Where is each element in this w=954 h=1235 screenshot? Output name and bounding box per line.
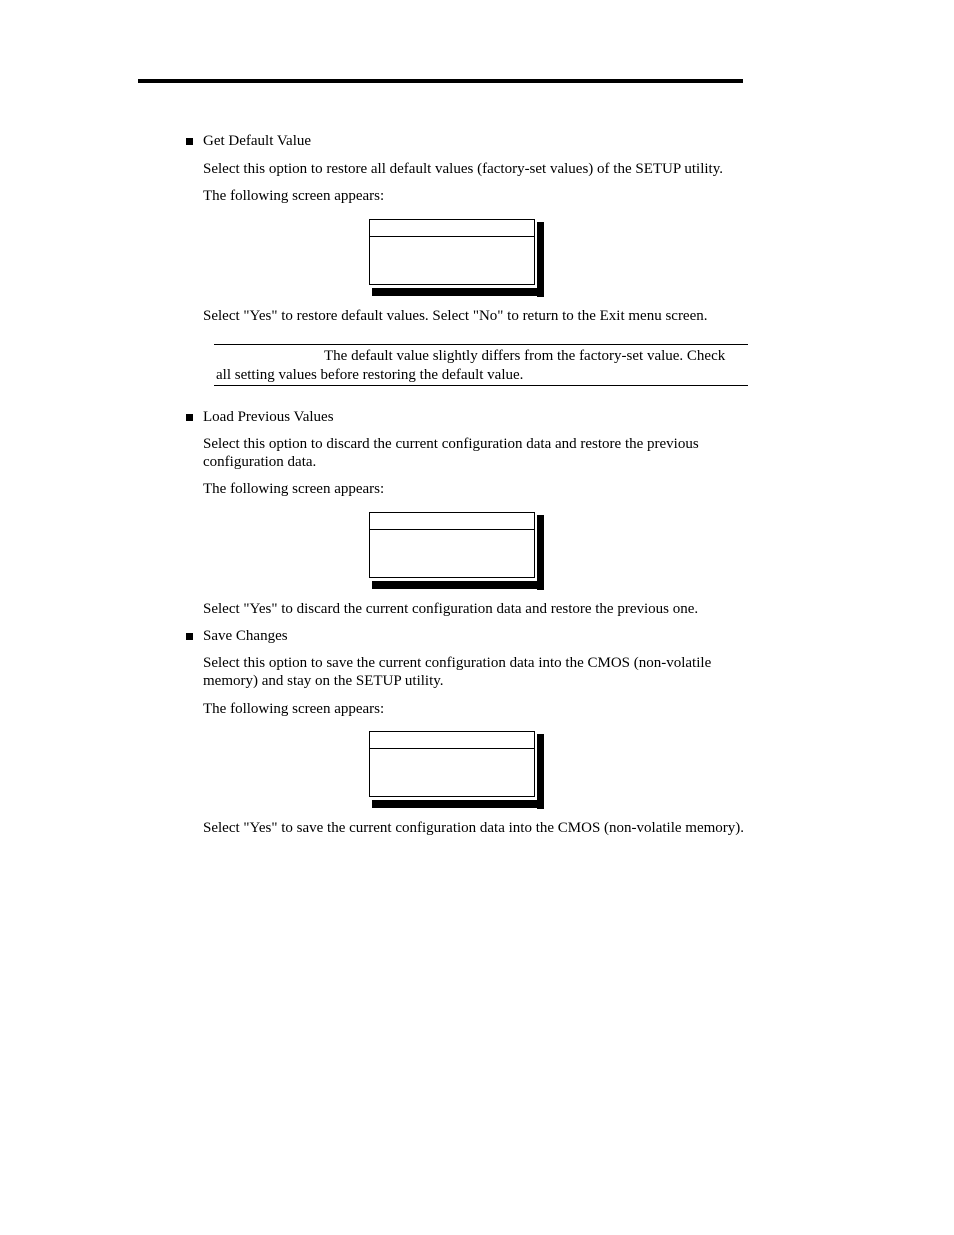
bullet-icon [186, 414, 193, 421]
dialog-box [369, 731, 535, 797]
dialog-shadow [372, 800, 544, 808]
dialog-title-bar [370, 748, 534, 749]
dialog-illustration-load-previous [369, 512, 535, 578]
section-heading-load-previous: Load Previous Values [203, 409, 334, 425]
dialog-shadow [537, 222, 544, 297]
screen-intro-save-changes: The following screen appears: [203, 701, 385, 717]
dialog-shadow [372, 581, 544, 589]
section-heading-save-changes: Save Changes [203, 628, 288, 644]
section-description-get-default: Select this option to restore all default values (factory-set values) of the SETUP utility. [203, 161, 724, 177]
note-line-2: all setting values before restoring the default value. [216, 367, 524, 383]
dialog-title-bar [370, 529, 534, 530]
bullet-icon [186, 138, 193, 145]
section-heading-get-default: Get Default Value [203, 133, 312, 149]
section-description-save-changes-2: memory) and stay on the SETUP utility. [203, 673, 444, 689]
after-text-save-changes: Select "Yes" to save the current configuration data into the CMOS (non-volatile memory). [203, 820, 745, 836]
section-description-save-changes-1: Select this option to save the current configuration data into the CMOS (non-volatile [203, 655, 712, 671]
bullet-icon [186, 633, 193, 640]
section-description-load-previous-1: Select this option to discard the current configuration data and restore the previous [203, 436, 699, 452]
dialog-illustration-get-default [369, 219, 535, 285]
screen-intro-load-previous: The following screen appears: [203, 481, 385, 497]
dialog-shadow [372, 288, 544, 296]
note-line-1: The default value slightly differs from the factory-set value. Check [324, 348, 726, 364]
dialog-title-bar [370, 236, 534, 237]
screen-intro-get-default: The following screen appears: [203, 188, 385, 204]
dialog-illustration-save-changes [369, 731, 535, 797]
after-text-load-previous: Select "Yes" to discard the current configuration data and restore the previous one. [203, 601, 699, 617]
dialog-shadow [537, 734, 544, 809]
note-bottom-rule [214, 385, 748, 386]
dialog-box [369, 512, 535, 578]
dialog-box [369, 219, 535, 285]
top-rule [138, 79, 743, 83]
after-text-get-default: Select "Yes" to restore default values. Select "No" to return to the Exit menu screen. [203, 308, 708, 324]
dialog-shadow [537, 515, 544, 590]
note-top-rule [214, 344, 748, 345]
section-description-load-previous-2: configuration data. [203, 454, 317, 470]
